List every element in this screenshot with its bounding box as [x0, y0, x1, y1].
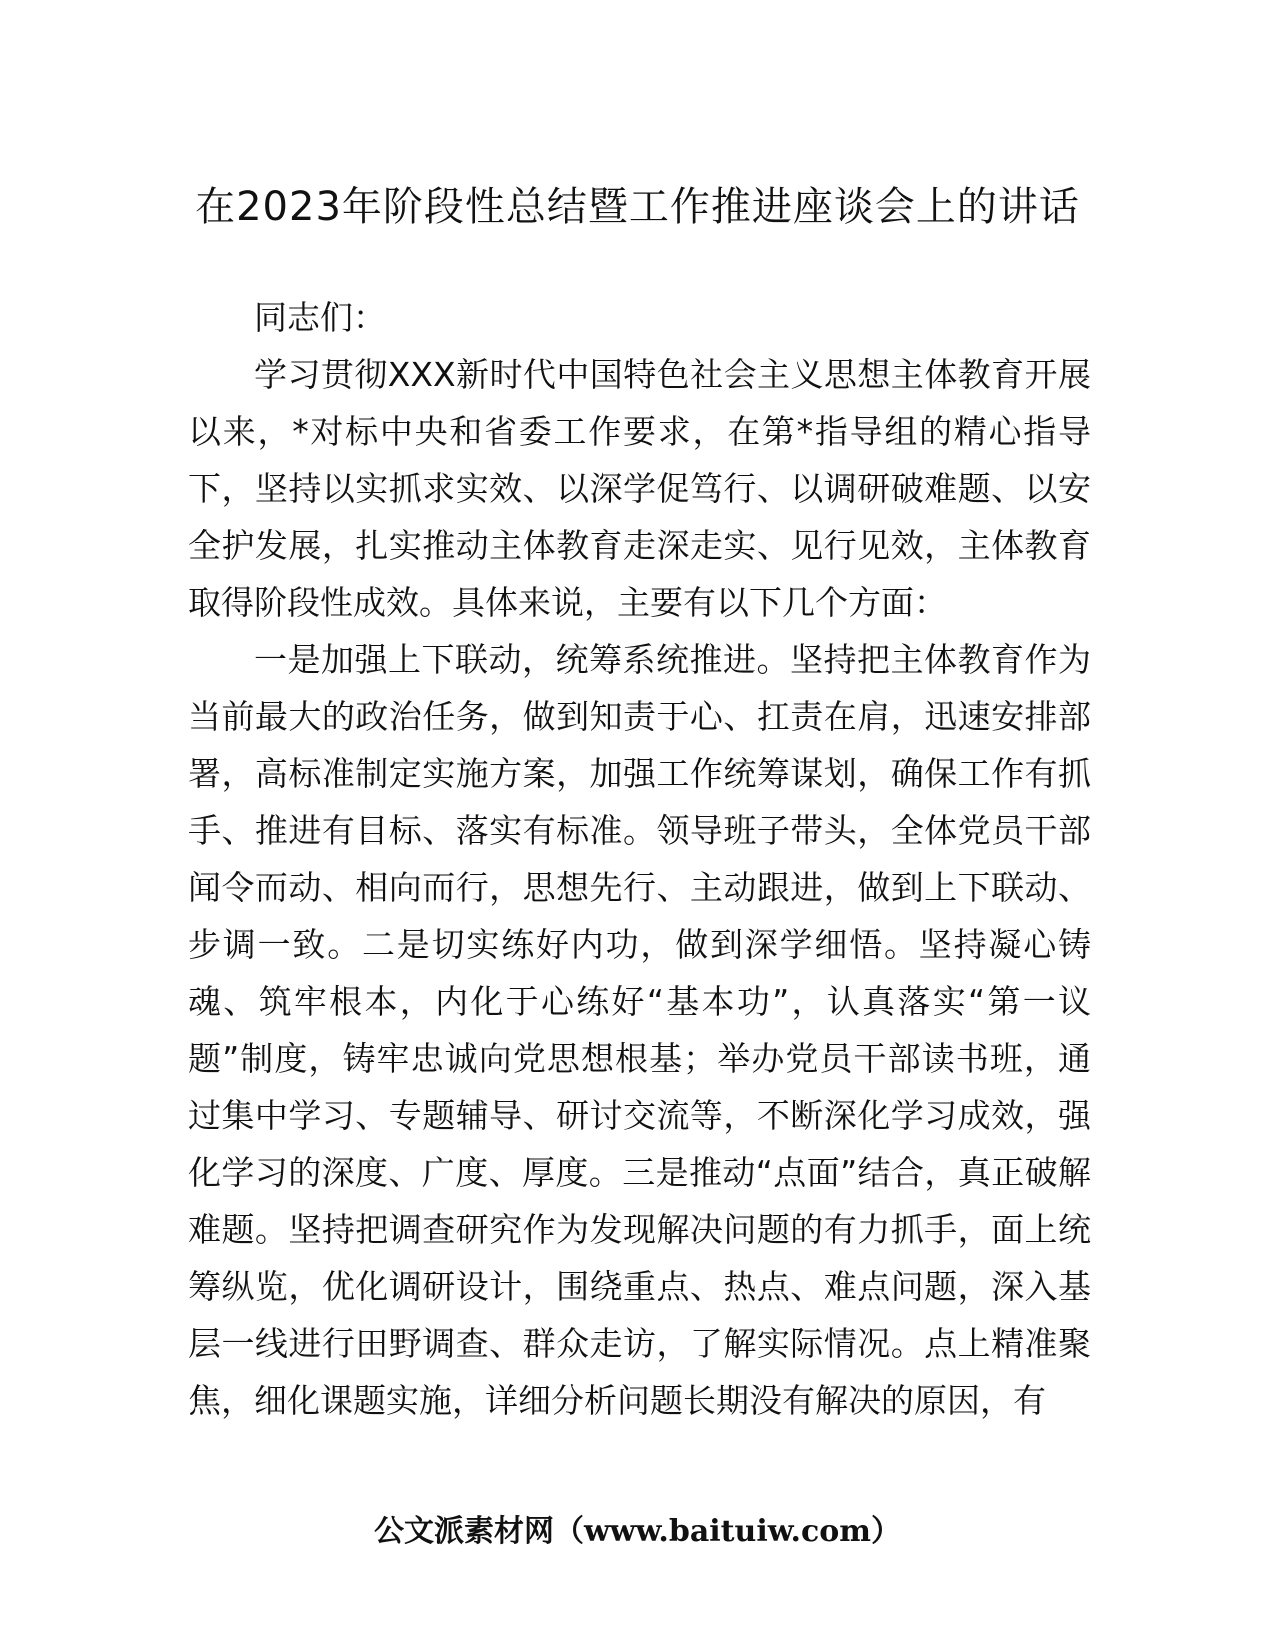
document-title: 在2023年阶段性总结暨工作推进座谈会上的讲话	[195, 183, 1080, 230]
document-body	[188, 289, 1091, 1429]
footer-watermark: 公文派素材网（www.baituiw.com）	[373, 1514, 902, 1549]
greeting: 同志们：	[254, 298, 386, 337]
paragraph-intro: 学习贯彻XXX新时代中国特色社会主义思想主体教育开展以来，*对标中央和省委工作要求，在第*指导组的精心指导下，坚持以实抓求实效、以深学促笃行、以调研破难题、以安全护发展，扎实推动主体教育走深走实、见行见效，主体教育取得阶段性成效。具体来说，主要有以下几个方面：	[188, 355, 1091, 622]
paragraph-achievements: 一是加强上下联动，统筹系统推进。坚持把主体教育作为当前最大的政治任务，做到知责于心、扛责在肩，迅速安排部署，高标准制定实施方案，加强工作统筹谋划，确保工作有抓手、推进有目标、落实有标准。领导班子带头，全体党员干部闻令而动、相向而行，思想先行、主动跟进，做到上下联动、步调一致。二是切实练好内功，做到深学细悟。坚持凝心铸魂、筑牢根本，内化于心练好“基本功”，认真落实“第一议题”制度，铸牢忠诚向党思想根基；举办党员干部读书班，通过集中学习、专题辅导、研讨交流等，不断深化学习成效，强化学习的深度、广度、厚度。三是推动“点面”结合，真正破解难题。坚持把调查研究作为发现解决问题的有力抓手，面上统筹纵览，优化调研设计，围绕重点、热点、难点问题，深入基层一线进行田野调查、群众走访，了解实际情况。点上精准聚焦，细化课题实施，详细分析问题长期没有解决的原因，有	[188, 640, 1091, 1420]
